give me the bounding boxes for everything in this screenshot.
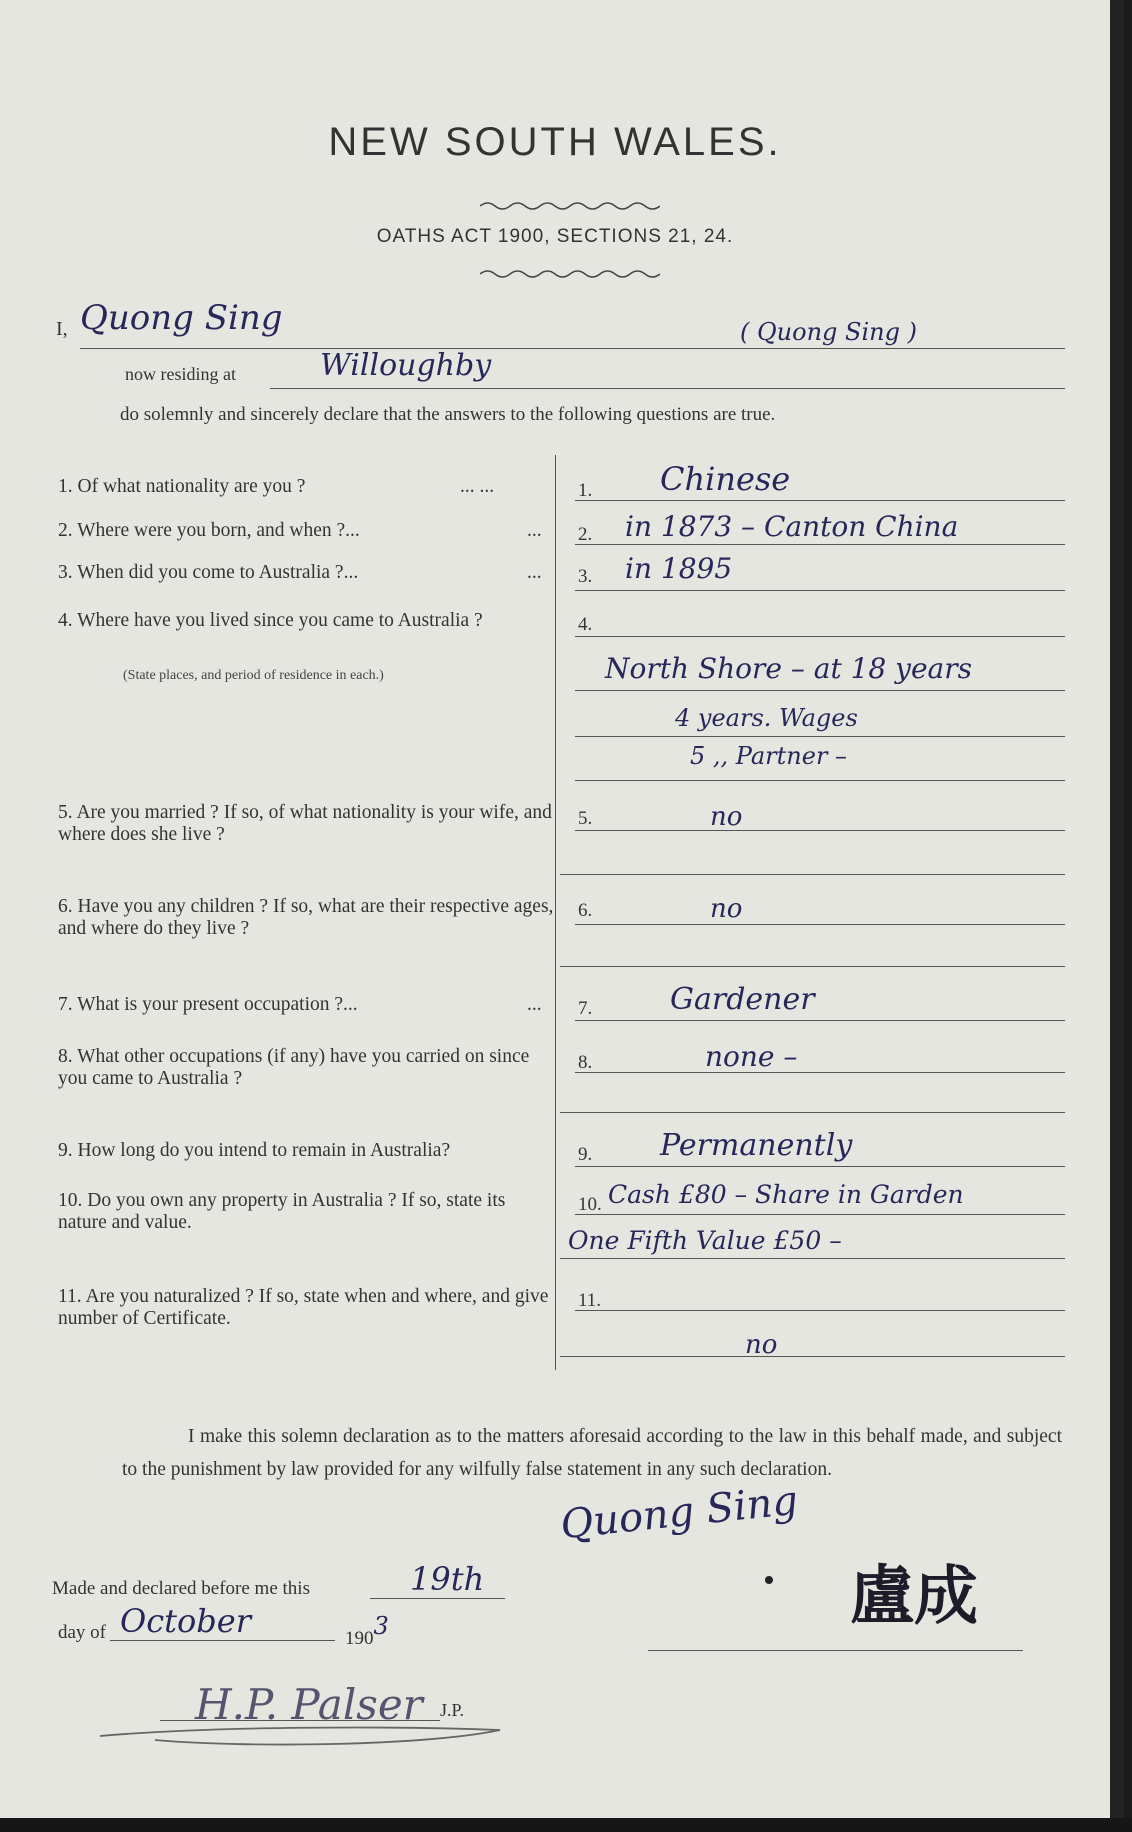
answer-5-number: 5. [578, 808, 593, 829]
answer-10-number: 10. [578, 1194, 602, 1215]
justice-signature: H.P. Palser [195, 1680, 423, 1729]
answer-5: no [710, 802, 743, 832]
question-10: 10. Do you own any property in Australia ? If so, state its nature and value. [58, 1190, 506, 1233]
question-4: 4. Where have you lived since you came to Australia ? [58, 610, 483, 631]
answer-4-line-3: 5 ,, Partner – [690, 742, 848, 770]
question-2-leader: ... [527, 520, 542, 541]
answer-10-line-1: Cash £80 – Share in Garden [608, 1180, 964, 1209]
declarant-signature: Quong Sing [558, 1477, 801, 1549]
made-declared-label: Made and declared before me this [52, 1578, 310, 1599]
question-6: 6. Have you any children ? If so, what are their respective ages, and where do they live ? [58, 896, 554, 939]
question-2: 2. Where were you born, and when ?... [58, 520, 360, 541]
answer-4-line-2: 4 years. Wages [675, 704, 858, 732]
signature-flourish [95, 1716, 515, 1756]
question-3-leader: ... [527, 562, 542, 583]
act-subtitle: OATHS ACT 1900, SECTIONS 21, 24. [376, 226, 734, 247]
ornament-squiggle-bottom [480, 266, 660, 280]
declarant-name: Quong Sing [80, 298, 283, 338]
answer-3: in 1895 [625, 552, 733, 585]
answer-9-number: 9. [578, 1144, 593, 1165]
answer-11: no [745, 1330, 778, 1360]
answer-2: in 1873 – Canton China [625, 510, 959, 543]
question-9: 9. How long do you intend to remain in Australia? [58, 1140, 451, 1161]
answer-4-line-1: North Shore – at 18 years [605, 652, 972, 685]
question-3: 3. When did you come to Australia ?... [58, 562, 359, 583]
answer-3-number: 3. [578, 566, 593, 587]
answer-8-number: 8. [578, 1052, 593, 1073]
ornament-squiggle-top [480, 198, 660, 212]
answer-1: Chinese [660, 460, 791, 498]
answer-10-line-2: One Fifth Value £50 – [568, 1226, 842, 1255]
question-4-note: (State places, and period of residence in each.) [123, 668, 384, 683]
question-5: 5. Are you married ? If so, of what nationality is your wife, and where does she live ? [58, 802, 552, 845]
question-11: 11. Are you naturalized ? If so, state when and where, and give number of Certificate. [58, 1286, 549, 1329]
declaration-intro: do solemnly and sincerely declare that the answers to the following questions are true. [120, 404, 776, 425]
answer-1-number: 1. [578, 480, 593, 501]
scan-edge [0, 1818, 1132, 1832]
answer-7: Gardener [670, 982, 815, 1017]
answer-11-number: 11. [578, 1290, 602, 1311]
answer-9: Permanently [660, 1128, 853, 1163]
answer-7-number: 7. [578, 998, 593, 1019]
solemn-declaration-statement: I make this solemn declaration as to the matters aforesaid according to the law in this behalf made, and subject to the punishment by law provided for any wilfully false statement in any such declaration. [122, 1426, 1062, 1480]
question-7-leader: ... [527, 994, 542, 1015]
answer-6-number: 6. [578, 900, 593, 921]
ink-dot [765, 1576, 773, 1584]
question-1-leader: ... ... [460, 476, 495, 497]
question-7: 7. What is your present occupation ?... [58, 994, 358, 1015]
answer-8: none – [705, 1040, 798, 1073]
residing-label: now residing at [125, 364, 236, 384]
attestation-day: 19th [410, 1560, 485, 1598]
attestation-year: 1903 [345, 1612, 389, 1649]
answer-2-number: 2. [578, 524, 593, 545]
residence-value: Willoughby [320, 348, 492, 383]
page-title: NEW SOUTH WALES. [328, 120, 782, 164]
declarant-prefix: I, [56, 318, 68, 340]
declarant-name-alt: ( Quong Sing ) [740, 318, 917, 346]
jp-label: J.P. [440, 1700, 465, 1720]
answer-6: no [710, 894, 743, 924]
question-8: 8. What other occupations (if any) have you carried on since you came to Australia ? [58, 1046, 530, 1089]
answer-4-number: 4. [578, 614, 593, 635]
chinese-signature: 盧成 [850, 1560, 978, 1634]
question-1: 1. Of what nationality are you ? [58, 476, 306, 497]
attestation-month: October [120, 1602, 251, 1640]
day-of-label: day of [58, 1622, 107, 1643]
